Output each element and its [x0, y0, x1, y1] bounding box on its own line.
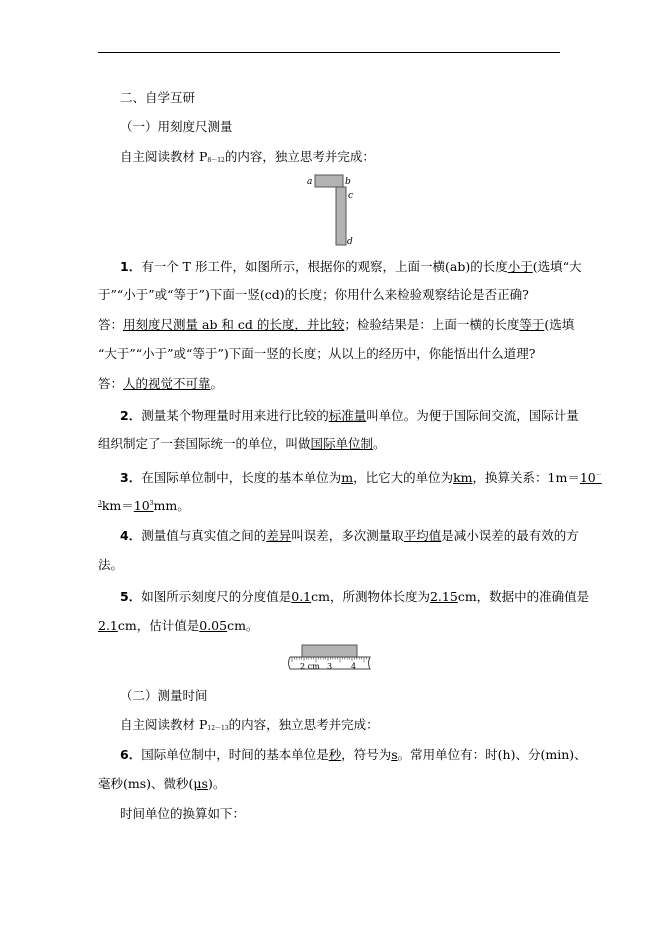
measured-block	[302, 645, 357, 657]
q1-answer-4: 人的视觉不可靠	[123, 376, 211, 391]
q5-answer-2: 2.15	[429, 589, 458, 604]
subsection-title-ruler: （一）用刻度尺测量	[120, 119, 233, 134]
reading-instruction-1: 自主阅读教材 P8～12的内容，独立思考并完成：	[120, 149, 375, 164]
q1-answer-3: 等于	[519, 317, 545, 332]
q3-answer-1: m	[341, 470, 354, 485]
ruler-figure	[282, 642, 374, 676]
reading-instruction-2: 自主阅读教材 P12～13的内容，独立思考并完成：	[120, 717, 379, 732]
t-shape-figure	[305, 172, 355, 248]
t-label-b: b	[345, 177, 351, 187]
q5-answer-3: 2.1	[98, 618, 118, 633]
q6-answer-2: s	[391, 747, 398, 762]
q4-answer-2: 平均值	[403, 528, 442, 543]
time-conversion-intro: 时间单位的换算如下：	[120, 806, 246, 821]
section-title: 二、自学互研	[120, 90, 196, 105]
q1-line-5: 答：人的视觉不可靠。	[98, 376, 224, 391]
t-shape-bar	[315, 175, 343, 187]
q5-answer-1: 0.1	[291, 589, 312, 604]
q3-line-2: $^3km=10^3mm$。	[98, 498, 190, 513]
q1-line-2: 于”“小于”或“等于”)下面一竖(cd)的长度；你用什么来检验观察结论是否正确?	[98, 287, 529, 302]
q2-line-2: 组织制定了一套国际统一的单位，叫做国际单位制。	[98, 436, 386, 451]
q5-answer-4: 0.05	[199, 618, 228, 633]
q1-line-4: “大于”“小于”或“等于”)下面一竖的长度；从以上的经历中，你能悟出什么道理?	[98, 346, 536, 361]
q1-line-1: 1．有一个 T 形工件，如图所示，根据你的观察，上面一横(ab)的长度小于(选填“大	[120, 259, 582, 274]
q5-line-2: 2.1cm，估计值是0.05cm。	[98, 618, 259, 633]
q6-line-2: 毫秒(ms)、微秒(μs)。	[98, 776, 226, 791]
header-rule	[98, 52, 560, 53]
q4-line-1: 4．测量值与真实值之间的差异叫误差，多次测量取平均值是减小误差的最有效的方	[120, 528, 579, 543]
ruler-label-2cm: 2 cm	[300, 662, 320, 671]
q3-answer-2: km	[453, 470, 473, 485]
q3-line-1: 3．在国际单位制中，长度的基本单位为m，比它大的单位为km，换算关系：1m＝10－	[120, 470, 602, 485]
t-label-c: c	[348, 191, 354, 201]
q2-line-1: 2．测量某个物理量时用来进行比较的标准量叫单位。为便于国际间交流，国际计量	[120, 408, 579, 423]
q3-answer-4: $10^3$	[133, 498, 154, 513]
q1-line-3: 答：用刻度尺测量 ab 和 cd 的长度，并比较；检验结果是：上面一横的长度等于(选填	[98, 317, 575, 332]
q6-answer-1: 秒	[328, 747, 342, 762]
q6-answer-3: μs	[193, 776, 208, 791]
q5-line-1: 5．如图所示刻度尺的分度值是0.1cm，所测物体长度为2.15cm，数据中的准确值是	[120, 589, 590, 604]
q3-answer-3: 10－	[579, 470, 602, 485]
ruler-label-4: 4	[351, 662, 357, 671]
ruler-label-3: 3	[327, 662, 333, 671]
q6-line-1: 6．国际单位制中，时间的基本单位是秒，符号为s。常用单位有：时(h)、分(min)、	[120, 747, 587, 762]
q1-answer-2: 用刻度尺测量 ab 和 cd 的长度，并比较	[123, 317, 345, 332]
q2-answer-1: 标准量	[328, 408, 367, 423]
q2-answer-2: 国际单位制	[310, 436, 374, 451]
t-label-a: a	[307, 177, 313, 187]
q1-answer-1: 小于	[507, 259, 533, 274]
t-shape-stem	[336, 187, 346, 245]
q4-line-2: 法。	[98, 557, 124, 572]
q4-answer-1: 差异	[266, 528, 292, 543]
t-label-d: d	[347, 237, 353, 247]
subsection-title-time: （二）测量时间	[120, 688, 208, 703]
